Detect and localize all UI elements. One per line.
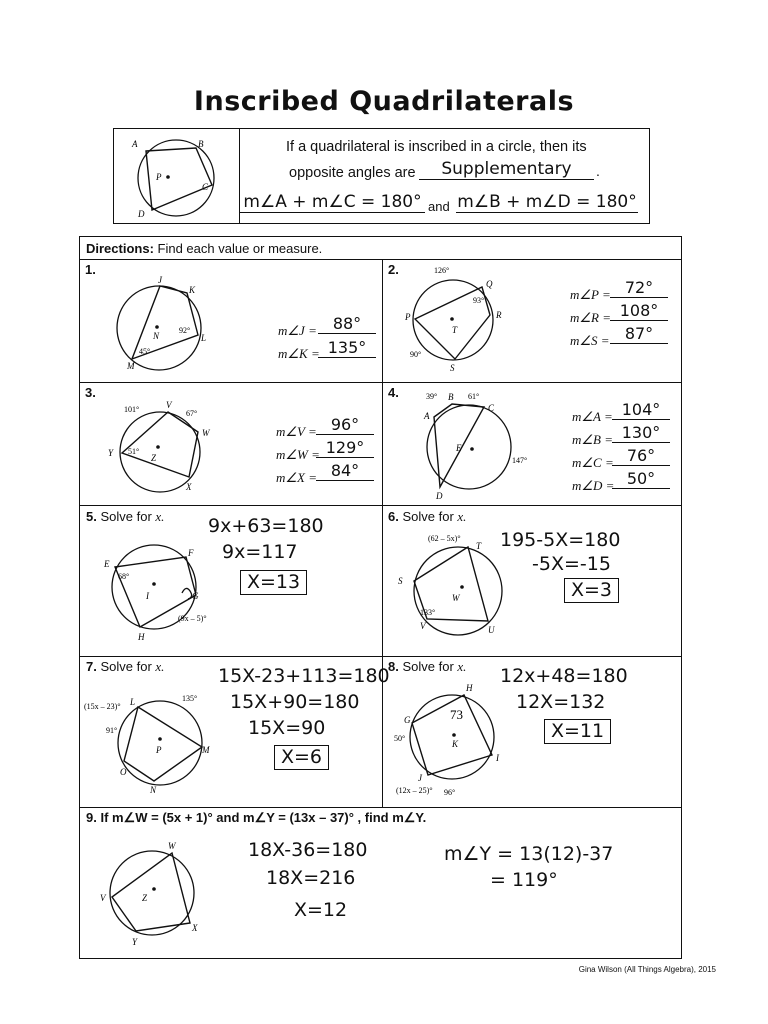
p3-answer-w: 129°: [316, 438, 374, 458]
p2-label-p: m∠P =: [570, 287, 611, 302]
p5-angle-68: 68°: [118, 572, 130, 581]
problem-8-figure: [392, 681, 517, 797]
p4-angle-61: 61°: [468, 392, 480, 401]
p3-label-v: m∠V =: [276, 424, 317, 439]
p8-pt-j: J: [418, 773, 422, 783]
problem-7-prompt: [86, 659, 164, 675]
p5-pt-e: E: [104, 559, 110, 569]
p6-angle-133: 133°: [420, 608, 436, 617]
p5-pt-i: I: [146, 591, 149, 601]
grid-divider: [80, 656, 681, 657]
p2-pt-q: Q: [486, 279, 493, 289]
theorem-period: .: [596, 163, 600, 179]
p9-number: 9.: [86, 810, 97, 825]
problem-5-prompt: [86, 509, 164, 525]
p9-work-line2: 18X=216: [266, 867, 356, 889]
p6-var: x.: [457, 509, 467, 524]
p2-pt-t: T: [452, 325, 458, 335]
p1-answer-k: 135°: [318, 338, 376, 358]
theorem-circle-figure: [118, 133, 236, 221]
problems-grid: [79, 236, 682, 959]
p4-answer-c: 76°: [612, 446, 670, 466]
p5-work-line2: 9x=117: [222, 541, 298, 563]
p3-label-w: m∠W =: [276, 447, 320, 462]
p6-pt-u: U: [488, 625, 495, 635]
p3-pt-y: Y: [108, 448, 114, 458]
p3-answer-x: 84°: [316, 461, 374, 481]
p9-pt-y: Y: [132, 937, 138, 947]
theorem-pt-p: P: [156, 172, 162, 182]
p4-pt-c: C: [488, 403, 495, 413]
p1-answer-j: 88°: [318, 314, 376, 334]
p9-work-line1: 18X-36=180: [248, 839, 368, 861]
p8-prompt: Solve for: [402, 659, 454, 674]
p1-pt-k: K: [189, 285, 196, 295]
p7-pt-p: P: [156, 745, 162, 755]
p8-var: x.: [457, 659, 467, 674]
p6-pt-t: T: [476, 541, 482, 551]
p2-angle-126: 126°: [434, 266, 450, 275]
theorem-pt-d: D: [138, 209, 145, 219]
grid-divider: [80, 259, 681, 260]
p8-pt-g: G: [404, 715, 411, 725]
page-title: Inscribed Quadrilaterals: [193, 86, 575, 117]
p8-angle-expr: (12x – 25)°: [396, 786, 433, 795]
p1-angle-92: 92°: [179, 326, 191, 335]
p6-pt-v: V: [420, 621, 426, 631]
problem-3-number: 3.: [85, 385, 96, 400]
p1-angle-45: 45°: [139, 347, 151, 356]
p4-label-d: m∠D =: [572, 478, 615, 493]
problem-9-prompt: [86, 810, 426, 826]
p8-pt-k: K: [452, 739, 459, 749]
p8-pt-i: I: [496, 753, 499, 763]
p5-work-line1: 9x+63=180: [208, 515, 324, 537]
p3-angle-101: 101°: [124, 405, 140, 414]
p3-pt-x: X: [186, 482, 192, 492]
p4-pt-e: E: [456, 443, 462, 453]
theorem-line2-prefix: opposite angles are: [289, 165, 416, 181]
p5-pt-h: H: [138, 632, 145, 642]
problem-4-figure: [412, 389, 542, 501]
grid-divider: [80, 505, 681, 506]
p4-angle-39: 39°: [426, 392, 438, 401]
p2-angle-90: 90°: [410, 350, 422, 359]
theorem-eq1: m∠A + m∠C = 180°: [240, 192, 425, 213]
p7-pt-m: M: [202, 745, 210, 755]
p2-label-s: m∠S =: [570, 333, 610, 348]
theorem-and: and: [428, 199, 450, 214]
p6-angle-expr: (62 – 5x)°: [428, 534, 461, 543]
p2-answer-p: 72°: [610, 278, 668, 298]
problem-4-number: 4.: [388, 385, 399, 400]
p3-pt-w: W: [202, 428, 210, 438]
problem-1-number: 1.: [85, 262, 96, 277]
theorem-pt-b: B: [198, 139, 204, 149]
p2-answer-r: 108°: [610, 301, 668, 321]
p4-pt-a: A: [424, 411, 430, 421]
p1-label-k: m∠K =: [278, 346, 320, 361]
p3-angle-67: 67°: [186, 409, 198, 418]
p4-label-c: m∠C =: [572, 455, 614, 470]
p6-pt-s: S: [398, 576, 403, 586]
theorem-eq2: m∠B + m∠D = 180°: [457, 192, 637, 212]
p9-pt-x: X: [192, 923, 198, 933]
theorem-pt-a: A: [132, 139, 138, 149]
p5-pt-f: F: [188, 548, 194, 558]
p7-work-line1: 15X-23+113=180: [218, 665, 390, 687]
p2-pt-r: R: [496, 310, 502, 320]
directions: [86, 241, 322, 256]
p7-prompt: Solve for: [100, 659, 152, 674]
credit: Gina Wilson (All Things Algebra), 2015: [578, 965, 716, 974]
p1-pt-l: L: [201, 333, 207, 343]
p3-pt-z: Z: [151, 453, 157, 463]
p2-pt-p: P: [405, 312, 411, 322]
p4-angle-147: 147°: [512, 456, 528, 465]
p5-pt-g: G: [192, 591, 199, 601]
grid-divider: [80, 807, 681, 808]
p2-label-r: m∠R =: [570, 310, 612, 325]
p7-pt-o: O: [120, 767, 127, 777]
p7-angle-expr: (15x – 23)°: [84, 702, 121, 711]
p9-pt-v: V: [100, 893, 106, 903]
p8-work-line2: 12X=132: [516, 691, 606, 713]
problem-2-number: 2.: [388, 262, 399, 277]
p9-work-line3: X=12: [294, 899, 348, 921]
p8-angle-96: 96°: [444, 788, 456, 797]
problem-6-prompt: [388, 509, 466, 525]
p1-pt-j: J: [158, 275, 162, 285]
theorem-box: [113, 128, 650, 224]
p4-pt-d: D: [436, 491, 443, 501]
p3-label-x: m∠X =: [276, 470, 318, 485]
p6-prompt: Solve for: [402, 509, 454, 524]
p9-pt-z: Z: [142, 893, 148, 903]
p1-label-j: m∠J =: [278, 323, 317, 338]
p3-angle-51: 51°: [128, 447, 140, 456]
p4-label-b: m∠B =: [572, 432, 614, 447]
p8-handwritten-73: 73: [450, 707, 463, 722]
p9-pt-w: W: [168, 841, 176, 851]
p6-pt-w: W: [452, 593, 460, 603]
p5-number: 5.: [86, 509, 97, 524]
p7-work-line3: 15X=90: [248, 717, 326, 739]
p3-answer-v: 96°: [316, 415, 374, 435]
p7-work-line2: 15X+90=180: [230, 691, 360, 713]
grid-divider: [382, 259, 383, 807]
p7-angle-91: 91°: [106, 726, 118, 735]
p4-answer-a: 104°: [612, 400, 670, 420]
p8-pt-h: H: [466, 683, 473, 693]
p7-var: x.: [155, 659, 165, 674]
p5-angle-expr: (9x – 5)°: [178, 614, 207, 623]
p1-pt-m: M: [127, 361, 135, 371]
problem-9-figure: [96, 835, 221, 950]
p4-answer-b: 130°: [612, 423, 670, 443]
p2-pt-s: S: [450, 363, 455, 373]
theorem-blank-supplementary: Supplementary: [419, 159, 594, 180]
p1-pt-n: N: [153, 331, 160, 341]
problem-5-figure: [98, 531, 228, 646]
p7-pt-n: N: [150, 785, 157, 795]
problem-3-figure: [102, 397, 227, 505]
theorem-line1: If a quadrilateral is inscribed in a circle, then its: [286, 139, 587, 155]
theorem-pt-c: C: [202, 182, 209, 192]
grid-divider: [80, 382, 681, 383]
problem-1-figure: [105, 271, 220, 379]
p7-answer: X=6: [274, 745, 329, 770]
directions-text: Find each value or measure.: [157, 241, 323, 256]
p8-answer: X=11: [544, 719, 611, 744]
p5-var: x.: [155, 509, 165, 524]
p7-angle-135: 135°: [182, 694, 198, 703]
p6-answer: X=3: [564, 578, 619, 603]
p6-work-line2: -5X=-15: [532, 553, 611, 575]
p9-work2-line1: m∠Y = 13(12)-37: [444, 843, 614, 865]
p4-label-a: m∠A =: [572, 409, 613, 424]
p5-answer: X=13: [240, 570, 307, 595]
p5-prompt: Solve for: [100, 509, 152, 524]
p7-pt-l: L: [130, 697, 136, 707]
p9-prompt: If m∠W = (5x + 1)° and m∠Y = (13x – 37)° , find m∠Y.: [100, 810, 427, 825]
p2-answer-s: 87°: [610, 324, 668, 344]
directions-label: Directions:: [86, 241, 154, 256]
p4-pt-b: B: [448, 392, 454, 402]
p6-number: 6.: [388, 509, 399, 524]
p3-pt-v: V: [166, 400, 172, 410]
p8-number: 8.: [388, 659, 399, 674]
p2-angle-93: 93°: [473, 296, 485, 305]
problem-2-figure: [400, 263, 520, 373]
p7-number: 7.: [86, 659, 97, 674]
p8-work-line1: 12x+48=180: [500, 665, 628, 687]
problem-7-figure: [82, 685, 222, 797]
p6-work-line1: 195-5X=180: [500, 529, 621, 551]
p4-answer-d: 50°: [612, 469, 670, 489]
p9-work2-line2: = 119°: [490, 869, 558, 891]
problem-8-prompt: [388, 659, 466, 675]
p8-angle-50: 50°: [394, 734, 406, 743]
